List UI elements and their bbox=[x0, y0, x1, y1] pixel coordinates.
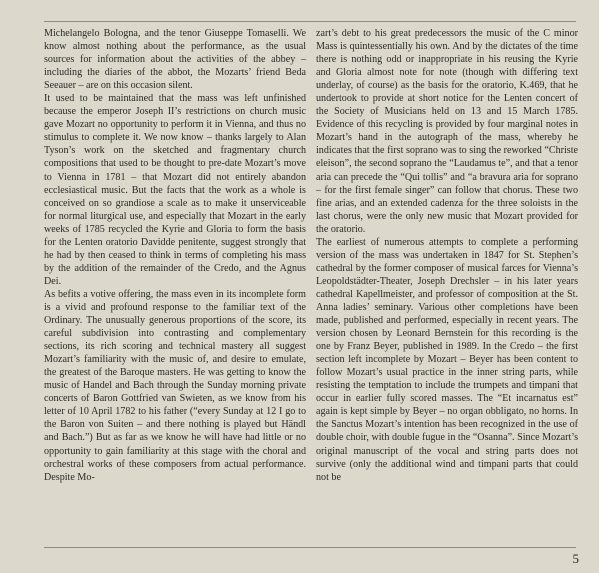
paragraph: Michelangelo Bologna, and the tenor Giuseppe Tomaselli. We know almost nothing about the performance, as the usual sources for information about the activities of the abbey – including the diaries of the abbot, the Mozarts’ friend Beda Seeauer – are on this occasion silent. bbox=[44, 28, 306, 92]
paragraph: As befits a votive offering, the mass even in its incomplete form is a vivid and profound response to the familiar text of the Ordinary. The unusually generous proportions of the score, its careful subdivision into contrasting and complementary sections, its rich scoring and technical mastery all suggest Mozart’s familiarity with the music of, and desire to emulate, the greatest of the Baroque masters. He was getting to know the music of Handel and Bach through the Sunday morning private concerts of Baron Gottfried van Swieten, as we know from his letter of 10 April 1782 to his father (“every Sunday at 12 I go to the Baron von Suiten – and there nothing is played but Händl and Bach.”) But as far as we know he will have had little or no opportunity to gain familiarity at this stage with the choral and orchestral works of these composers from actual performance. Despite Mo- bbox=[44, 288, 306, 483]
paragraph: The earliest of numerous attempts to complete a performing version of the mass was undertaken in 1847 for St. Stephen’s cathedral by the former composer of musical farces for Vienna’s Leopoldstädter-Theater, Joseph Drechsler – in his later years cathedral Kapellmeister, and professor of composition at the St. Anna ladies’ seminary. Various other completions have been made, published and performed, especially in recent years. The version chosen by Leonard Bernstein for this recording is the one by Franz Beyer, published in 1989. In the Credo – the first section left incomplete by Mozart – Beyer has been content to follow Mozart’s usual practice in the inner string parts, while resisting the temptation to include the trumpets and timpani that occur in earlier fully scored masses. The “Et incarnatus est” again is kept simple by Beyer – no organ obbligato, no horns. In the Sanctus Mozart’s intention has been recognized in the use of double choir, with double fugue in the “Osanna”. Since Mozart’s original manuscript of the vocal and string parts does not survive (only the additional wind and timpani parts that could not be bbox=[316, 236, 578, 483]
right-column bbox=[316, 27, 578, 484]
left-column bbox=[44, 27, 306, 484]
top-rule bbox=[44, 21, 576, 22]
bottom-rule bbox=[44, 547, 576, 548]
paragraph: zart’s debt to his great predecessors the music of the C minor Mass is quintessentially his own. And by the dictates of the time there is nothing odd or inappropriate in his reusing the Kyrie and Gloria almost note for note (though with differing text underlay, of course) as the basis for the oratorio, K.469, that he undertook to provide at short notice for the Lenten concert of the Society of Musicians held on 13 and 15 March 1785. Evidence of this recycling is provided by four marginal notes in Mozart’s hand in the autograph of the mass, whereby he indicates that the first soprano was to sing the reworked “Christe eleison”, the second soprano the “Laudamus te”, and that a tenor aria can precede the “Qui tollis” and “a bravura aria for soprano – for the first female singer” can follow that chorus. These two fine arias, and an extended cadenza for the three soloists in the last chorus, were the only new music that Mozart provided for the oratorio. bbox=[316, 28, 578, 235]
paragraph: It used to be maintained that the mass was left unfinished because the emperor Joseph II’s restrictions on church music gave Mozart no opportunity to perform it in Vienna, and thus no stimulus to complete it. We now know – thanks largely to Alan Tyson’s work on the sketched and fragmentary church compositions that used to be thought to pre-date Mozart’s move to Vienna in 1781 – that Mozart did not entirely abandon ecclesiastical music. But the facts that the work as a whole is conceived on so grandiose a scale as to make it unserviceable for normal liturgical use, and especially that Mozart in the early weeks of 1785 recycled the Kyrie and Gloria to form the basis for the Lenten oratorio Davidde penitente, suggest strongly that he had by then ceased to think in terms of completing his mass by the addition of the remainder of the Credo, and the Agnus Dei. bbox=[44, 93, 306, 287]
page-number: 5 bbox=[572, 551, 579, 566]
